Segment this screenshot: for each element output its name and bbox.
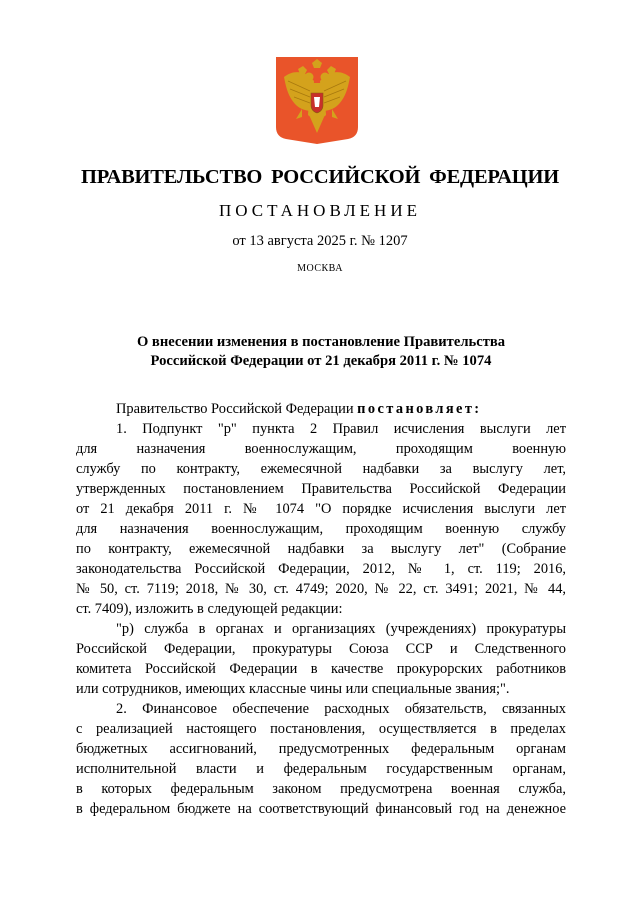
document-date-number: от 13 августа 2025 г. № 1207 bbox=[232, 233, 408, 249]
body-line: с реализацией настоящего постановления, осуществляется в пределах bbox=[76, 721, 566, 737]
body-line: комитета Российской Федерации в качестве прокурорских работников bbox=[76, 661, 566, 677]
intro-text: Правительство Российской Федерации bbox=[116, 401, 354, 417]
document-heading bbox=[76, 333, 566, 371]
body-line: "р) служба в органах и организациях (учреждениях) прокуратуры bbox=[116, 621, 566, 637]
body-line: для назначения военнослужащим, проходящим военную службу bbox=[76, 521, 566, 537]
body-intro-line bbox=[76, 399, 566, 419]
document-body bbox=[76, 399, 566, 819]
body-line: утвержденных постановлением Правительства Российской Федерации bbox=[76, 481, 566, 497]
body-line: в которых федеральным законом предусмотрена военная служба, bbox=[76, 781, 566, 797]
body-line: исполнительной власти и федеральным государственным органам, bbox=[76, 761, 566, 777]
body-line: или сотрудников, имеющих классные чины или специальные звания;". bbox=[76, 681, 510, 697]
body-line: бюджетных ассигнований, предусмотренных федеральным органам bbox=[76, 741, 566, 757]
document-city: МОСКВА bbox=[297, 263, 343, 274]
heading-line: Российской Федерации от 21 декабря 2011 г. № 1074 bbox=[150, 353, 492, 369]
heading-line: О внесении изменения в постановление Правительства bbox=[136, 334, 506, 350]
resolves-text: постановляет: bbox=[357, 401, 482, 417]
body-line: по контракту, ежемесячной надбавки за выслугу лет" (Собрание bbox=[76, 541, 566, 557]
body-line: для назначения военнослужащим, проходящим военную bbox=[76, 441, 566, 457]
body-line: законодательства Российской Федерации, 2012, № 1, ст. 119; 2016, bbox=[76, 561, 566, 577]
body-line: Российской Федерации, прокуратуры Союза ССР и Следственного bbox=[76, 641, 566, 657]
body-line: ст. 7409), изложить в следующей редакции: bbox=[76, 601, 343, 617]
body-line: № 50, ст. 7119; 2018, № 30, ст. 4749; 2020, № 22, ст. 3491; 2021, № 44, bbox=[76, 581, 566, 597]
body-line: в федеральном бюджете на соответствующий финансовый год на денежное bbox=[76, 801, 566, 817]
government-title: ПРАВИТЕЛЬСТВО РОССИЙСКОЙ ФЕДЕРАЦИИ bbox=[81, 166, 559, 188]
coat-of-arms-icon bbox=[276, 57, 358, 144]
document-type: ПОСТАНОВЛЕНИЕ bbox=[218, 201, 421, 220]
body-line: от 21 декабря 2011 г. № 1074 "О порядке исчисления выслуги лет bbox=[76, 501, 566, 517]
body-line: 2. Финансовое обеспечение расходных обязательств, связанных bbox=[116, 701, 566, 717]
body-line: 1. Подпункт "р" пункта 2 Правил исчисления выслуги лет bbox=[116, 421, 566, 437]
body-line: службу по контракту, ежемесячной надбавки за выслугу лет, bbox=[76, 461, 566, 477]
